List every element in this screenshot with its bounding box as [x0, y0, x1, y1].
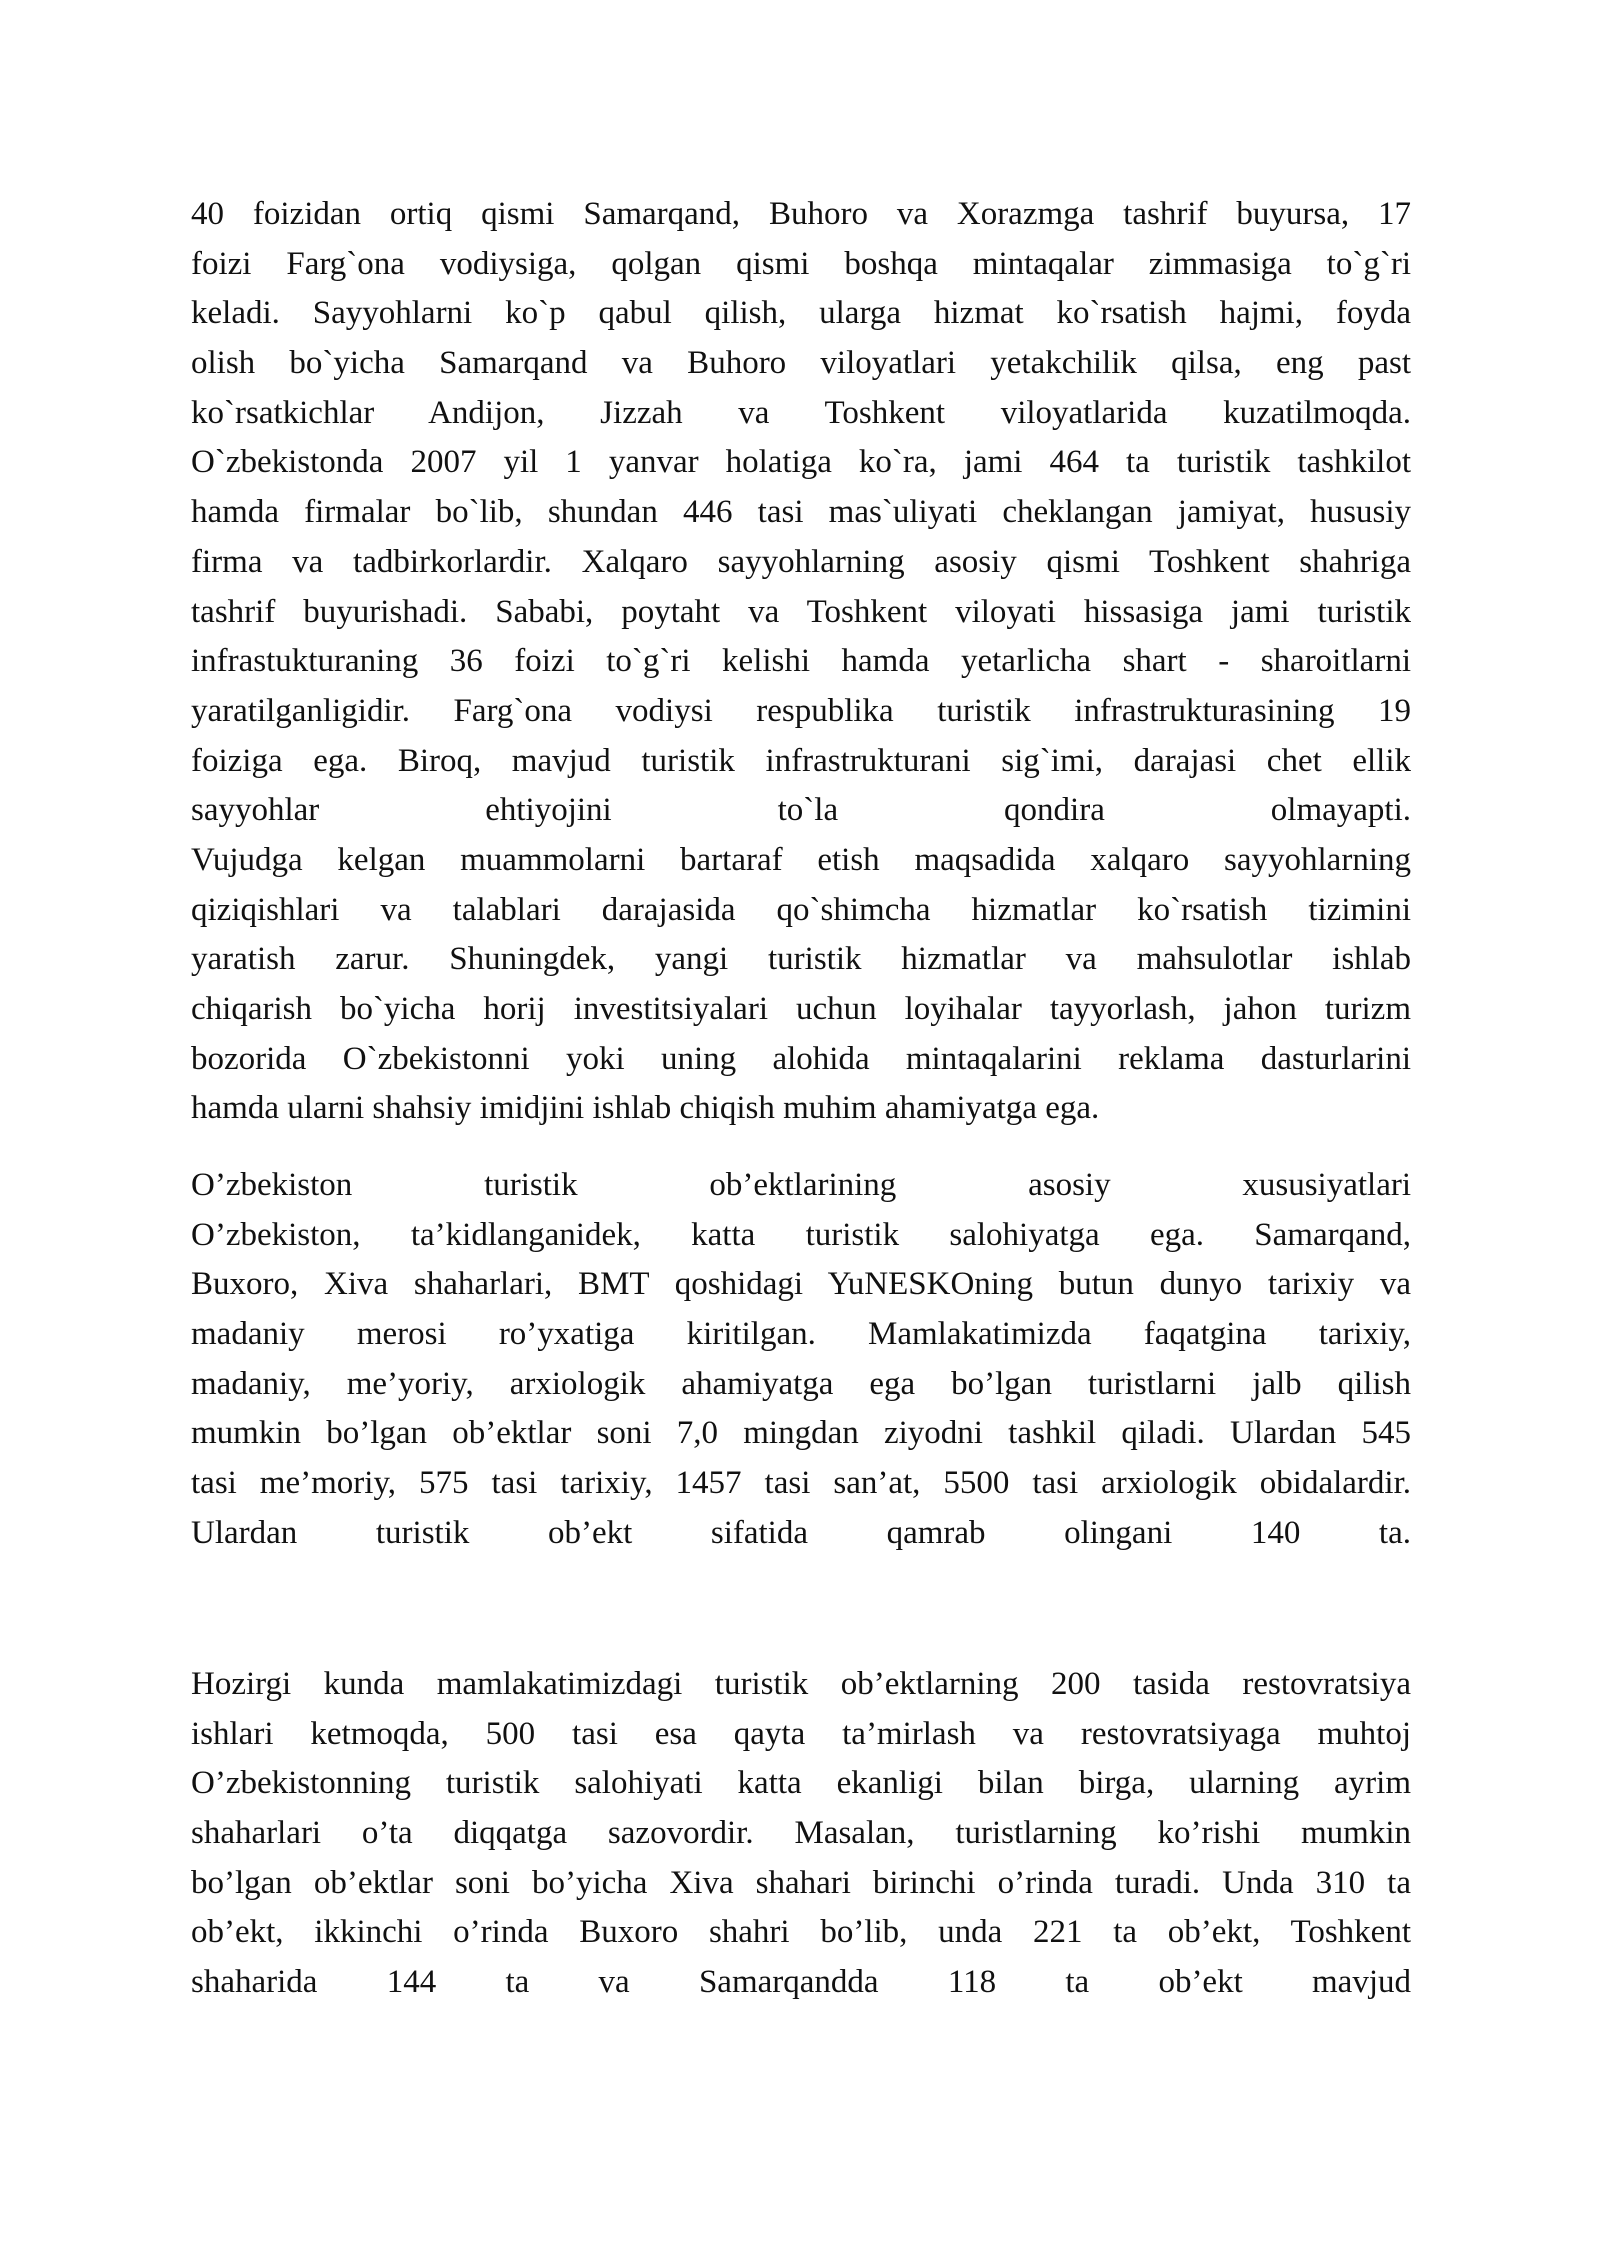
text-line: O`zbekistonda 2007 yil 1 yanvar holatiga ko`ra, jami 464 ta turistik tashkilot — [191, 444, 1411, 481]
text-line: hamda firmalar bo`lib, shundan 446 tasi mas`uliyati cheklangan jamiyat, hususiy — [191, 494, 1411, 531]
text-line: hamda ularni shahsiy imidjini ishlab chiqish muhim ahamiyatga ega. — [191, 1090, 1100, 1127]
text-line: bo’lgan ob’ektlar soni bo’yicha Xiva shahari birinchi o’rinda turadi. Unda 310 ta — [191, 1864, 1411, 1901]
paragraph-tourist-objects — [191, 1161, 1411, 1559]
text-line: shaharida 144 ta va Samarqandda 118 ta ob’ekt mavjud — [191, 1964, 1411, 2001]
paragraph-tourism-statistics — [191, 190, 1411, 1134]
text-line: qiziqishlari va talablari darajasida qo`shimcha hizmatlar ko`rsatish tizimini — [191, 891, 1411, 928]
text-line: bozorida O`zbekistonni yoki uning alohida mintaqalarini reklama dasturlarini — [191, 1040, 1411, 1077]
text-line: firma va tadbirkorlardir. Xalqaro sayyohlarning asosiy qismi Toshkent shahriga — [191, 543, 1411, 580]
text-line: madaniy, me’yoriy, arxiologik ahamiyatga ega bo’lgan turistlarni jalb qilish — [191, 1365, 1411, 1402]
text-line: yaratish zarur. Shuningdek, yangi turistik hizmatlar va mahsulotlar ishlab — [191, 941, 1411, 978]
paragraph-restoration — [191, 1660, 1411, 2008]
text-line: O’zbekistonning turistik salohiyati katta ekanligi bilan birga, ularning ayrim — [191, 1765, 1411, 1802]
text-line: Vujudga kelgan muammolarni bartaraf etish maqsadida xalqaro sayyohlarning — [191, 841, 1411, 878]
text-line: foizi Farg`ona vodiysiga, qolgan qismi boshqa mintaqalar zimmasiga to`g`ri — [191, 245, 1411, 282]
text-line: tashrif buyurishadi. Sababi, poytaht va Toshkent viloyati hissasiga jami turistik — [191, 593, 1411, 630]
text-line: foiziga ega. Biroq, mavjud turistik infrastrukturani sig`imi, darajasi chet ellik — [191, 742, 1411, 779]
text-line: mumkin bo’lgan ob’ektlar soni 7,0 mingdan ziyodni tashkil qiladi. Ulardan 545 — [191, 1415, 1411, 1452]
text-line: ko`rsatkichlar Andijon, Jizzah va Toshkent viloyatlarida kuzatilmoqda. — [191, 394, 1411, 431]
text-line: olish bo`yicha Samarqand va Buhoro viloyatlari yetakchilik qilsa, eng past — [191, 345, 1411, 382]
text-line: chiqarish bo`yicha horij investitsiyalari uchun loyihalar tayyorlash, jahon turizm — [191, 991, 1411, 1027]
text-line: 40 foizidan ortiq qismi Samarqand, Buhoro va Xorazmga tashrif buyursa, 17 — [191, 196, 1411, 232]
text-line: O’zbekiston, ta’kidlanganidek, katta turistik salohiyatga ega. Samarqand, — [191, 1216, 1411, 1253]
text-line: Ulardan turistik ob’ekt sifatida qamrab olingani 140 ta. — [191, 1514, 1411, 1551]
text-line: ishlari ketmoqda, 500 tasi esa qayta ta’mirlash va restovratsiyaga muhtoj — [191, 1715, 1411, 1752]
text-line: ob’ekt, ikkinchi o’rinda Buxoro shahri bo’lib, unda 221 ta ob’ekt, Toshkent — [191, 1914, 1411, 1951]
text-line: sayyohlar ehtiyojini to`la qondira olmayapti. — [191, 792, 1411, 829]
text-line: O’zbekiston turistik ob’ektlarining asosiy xususiyatlari — [191, 1167, 1411, 1203]
text-line: Buxoro, Xiva shaharlari, BMT qoshidagi YuNESKOning butun dunyo tarixiy va — [191, 1266, 1411, 1303]
text-line: Hozirgi kunda mamlakatimizdagi turistik ob’ektlarning 200 tasida restovratsiya — [191, 1666, 1411, 1702]
text-line: infrastukturaning 36 foizi to`g`ri kelishi hamda yetarlicha shart - sharoitlarni — [191, 643, 1411, 680]
text-line: madaniy merosi ro’yxatiga kiritilgan. Mamlakatimizda faqatgina tarixiy, — [191, 1316, 1411, 1353]
text-line: shaharlari o’ta diqqatga sazovordir. Masalan, turistlarning ko’rishi mumkin — [191, 1815, 1411, 1852]
text-line: tasi me’moriy, 575 tasi tarixiy, 1457 tasi san’at, 5500 tasi arxiologik obidalardir. — [191, 1465, 1411, 1502]
text-line: yaratilganligidir. Farg`ona vodiysi respublika turistik infrastrukturasining 19 — [191, 692, 1411, 729]
text-line: keladi. Sayyohlarni ko`p qabul qilish, ularga hizmat ko`rsatish hajmi, foyda — [191, 295, 1411, 332]
